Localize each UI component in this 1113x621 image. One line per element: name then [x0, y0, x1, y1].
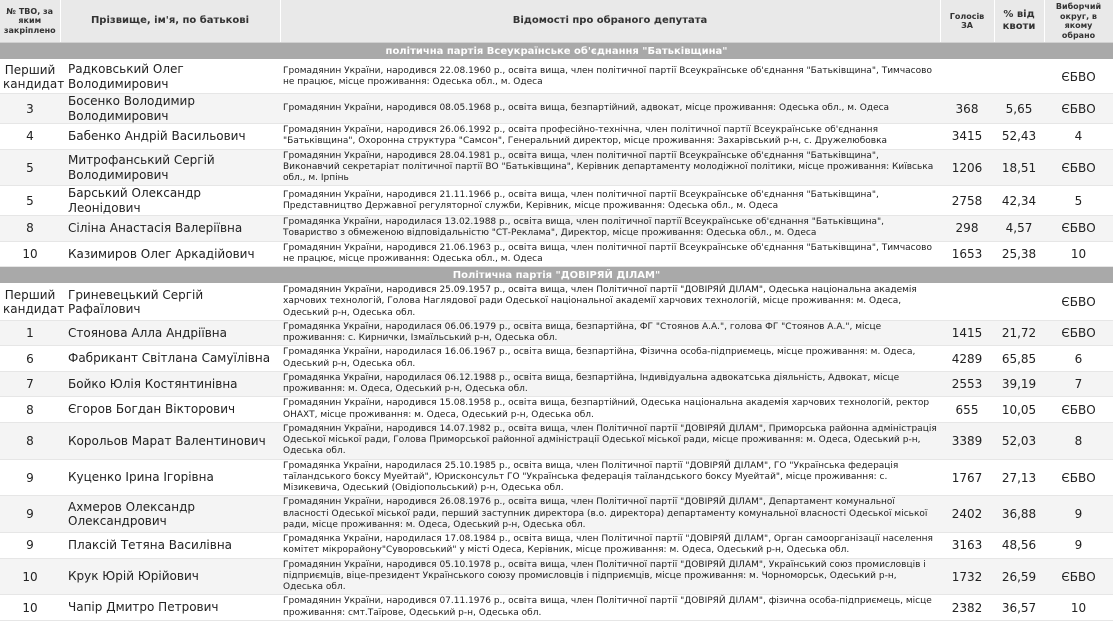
info-cell: Громадянка України, народилася 06.06.1979 р., освіта вища, безпартійна, ФГ "Стоянов А.А.", голова ФГ "Стоянов А.А.", місце проживання: с. Кирнички, Ізмаїльський р-н, Одеська обл.	[280, 320, 940, 346]
tvo-cell: 8	[0, 397, 60, 423]
info-cell: Громадянин України, народився 21.06.1963 р., освіта вища, член політичної партії Всеукраїнське об'єднання "Батьківщина", Тимчасово не працює, місце проживання: Одеська обл., м. Одеса	[280, 241, 940, 267]
info-cell: Громадянин України, народився 14.07.1982 р., освіта вища, член Політичної партії "ДОВІРЯЙ ДІЛАМ", Приморська районна адміністрація Одеської міської ради, Голова Приморської районної адміністрації Одеської міської ради, місце проживання: м. Одеса, Одеський р-н, Одеська обл.	[280, 422, 940, 459]
votes-cell: 368	[940, 94, 994, 124]
table-body	[0, 43, 1113, 621]
pct-cell: 27,13	[994, 459, 1044, 496]
votes-cell: 4289	[940, 346, 994, 372]
header-info: Відомості про обраного депутата	[280, 0, 940, 43]
votes-cell: 2758	[940, 186, 994, 216]
name-cell: Бойко Юлія Костянтинівна	[60, 371, 280, 397]
table-row	[0, 216, 1113, 242]
tvo-cell: Перший кандидат	[0, 60, 60, 94]
tvo-cell: 1	[0, 320, 60, 346]
info-cell: Громадянин України, народився 26.06.1992 р., освіта професійно-технічна, член політичної партії Всеукраїнське об'єднання "Батьківщина", Охоронна структура "Самсон", Генеральний директор, місце проживання: Захарівський р-н, с. Дружелюбовка	[280, 124, 940, 150]
pct-cell	[994, 284, 1044, 321]
table-row	[0, 346, 1113, 372]
name-cell: Корольов Марат Валентинович	[60, 422, 280, 459]
tvo-cell: 9	[0, 496, 60, 533]
header-votes: Голосів ЗА	[940, 0, 994, 43]
name-cell: Казимиров Олег Аркадійович	[60, 241, 280, 267]
tvo-cell: 9	[0, 459, 60, 496]
name-cell: Сіліна Анастасія Валеріївна	[60, 216, 280, 242]
okrug-cell: 5	[1044, 186, 1113, 216]
okrug-cell: 9	[1044, 533, 1113, 559]
info-cell: Громадянка України, народилася 13.02.1988 р., освіта вища, член політичної партії Всеукраїнське об'єднання "Батьківщина", Товариство з обмеженою відповідальністю "СТ-Реклама", Директор, місце проживання: Одеська обл., м. Одеса	[280, 216, 940, 242]
tvo-cell: 10	[0, 558, 60, 595]
table-row	[0, 60, 1113, 94]
okrug-cell: ЄБВО	[1044, 60, 1113, 94]
name-cell: Гриневецький Сергій Рафаїлович	[60, 284, 280, 321]
table-header-row	[0, 0, 1113, 43]
pct-cell: 65,85	[994, 346, 1044, 372]
okrug-cell: 10	[1044, 241, 1113, 267]
name-cell: Куценко Ірина Ігорівна	[60, 459, 280, 496]
okrug-cell: ЄБВО	[1044, 558, 1113, 595]
info-cell: Громадянка України, народилася 16.06.1967 р., освіта вища, безпартійна, Фізична особа-підприємець, місце проживання: м. Одеса, Одеський р-н, Одеська обл.	[280, 346, 940, 372]
tvo-cell: 5	[0, 149, 60, 186]
tvo-cell: Перший кандидат	[0, 284, 60, 321]
name-cell: Митрофанський Сергій Володимирович	[60, 149, 280, 186]
party-title: політична партія Всеукраїнське об'єднання "Батьківщина"	[0, 43, 1113, 60]
votes-cell: 298	[940, 216, 994, 242]
name-cell: Босенко Володимир Володимирович	[60, 94, 280, 124]
table-row	[0, 320, 1113, 346]
tvo-cell: 3	[0, 94, 60, 124]
okrug-cell: 6	[1044, 346, 1113, 372]
votes-cell: 655	[940, 397, 994, 423]
tvo-cell: 5	[0, 186, 60, 216]
votes-cell: 1206	[940, 149, 994, 186]
pct-cell: 39,19	[994, 371, 1044, 397]
votes-cell: 3389	[940, 422, 994, 459]
pct-cell: 26,59	[994, 558, 1044, 595]
tvo-cell: 7	[0, 371, 60, 397]
okrug-cell: ЄБВО	[1044, 284, 1113, 321]
pct-cell: 36,88	[994, 496, 1044, 533]
votes-cell: 3163	[940, 533, 994, 559]
info-cell: Громадянин України, народився 08.05.1968 р., освіта вища, безпартійний, адвокат, місце проживання: Одеська обл., м. Одеса	[280, 94, 940, 124]
info-cell: Громадянин України, народився 15.08.1958 р., освіта вища, безпартійний, Одеська національна академія харчових технологій, ректор ОНАХТ, місце проживання: м. Одеса, Одеський р-н, Одеська обл.	[280, 397, 940, 423]
info-cell: Громадянин України, народився 28.04.1981 р., освіта вища, член політичної партії Всеукраїнське об'єднання "Батьківщина", Виконавчий секретаріат політичної партії ВО "Батьківщина", Керівник департаменту молодіжної політики, місце проживання: Київська обл., м. Ірпінь	[280, 149, 940, 186]
okrug-cell: 9	[1044, 496, 1113, 533]
header-name: Прізвище, ім'я, по батькові	[60, 0, 280, 43]
pct-cell: 52,43	[994, 124, 1044, 150]
name-cell: Фабрикант Світлана Самуїлівна	[60, 346, 280, 372]
party-header-row	[0, 43, 1113, 60]
name-cell: Чапір Дмитро Петрович	[60, 595, 280, 621]
pct-cell: 21,72	[994, 320, 1044, 346]
pct-cell: 25,38	[994, 241, 1044, 267]
votes-cell: 1732	[940, 558, 994, 595]
votes-cell	[940, 60, 994, 94]
votes-cell	[940, 284, 994, 321]
table-row	[0, 422, 1113, 459]
votes-cell: 1415	[940, 320, 994, 346]
votes-cell: 2402	[940, 496, 994, 533]
okrug-cell: ЄБВО	[1044, 397, 1113, 423]
name-cell: Єгоров Богдан Вікторович	[60, 397, 280, 423]
table-row	[0, 124, 1113, 150]
table-row	[0, 186, 1113, 216]
info-cell: Громадянка України, народилася 17.08.1984 р., освіта вища, член Політичної партії "ДОВІРЯЙ ДІЛАМ", Орган самоорганізації населення комітет мікрорайону"Суворовський" у місті Одеса, Керівник, місце проживання: м. Одеса, Одеський р-н, Одеська обл.	[280, 533, 940, 559]
tvo-cell: 9	[0, 533, 60, 559]
table-row	[0, 241, 1113, 267]
pct-cell: 18,51	[994, 149, 1044, 186]
info-cell: Громадянин України, народився 05.10.1978 р., освіта вища, член Політичної партії "ДОВІРЯЙ ДІЛАМ", Український союз промисловців і підприємців, віце-президент Українського союзу промисловців і підприємців, місце проживання: м. Чорноморськ, Одеський р-н, Одеська обл.	[280, 558, 940, 595]
votes-cell: 1653	[940, 241, 994, 267]
table-row	[0, 371, 1113, 397]
name-cell: Плаксій Тетяна Василівна	[60, 533, 280, 559]
party-title: Політична партія "ДОВІРЯЙ ДІЛАМ"	[0, 267, 1113, 284]
pct-cell	[994, 60, 1044, 94]
header-pct: % від квоти	[994, 0, 1044, 43]
info-cell: Громадянин України, народився 26.08.1976 р., освіта вища, член Політичної партії "ДОВІРЯЙ ДІЛАМ", Департамент комунальної власності Одеської міської ради, перший заступник директора (в.о. директора) департаменту комунальної власності Одеської міської ради, місце проживання: м. Одеса, Одеський р-н, Одеська обл.	[280, 496, 940, 533]
table-row	[0, 595, 1113, 621]
table-row	[0, 496, 1113, 533]
name-cell: Барський Олександр Леонідович	[60, 186, 280, 216]
okrug-cell: ЄБВО	[1044, 216, 1113, 242]
okrug-cell: 8	[1044, 422, 1113, 459]
pct-cell: 36,57	[994, 595, 1044, 621]
votes-cell: 1767	[940, 459, 994, 496]
info-cell: Громадянин України, народився 07.11.1976 р., освіта вища, член Політичної партії "ДОВІРЯЙ ДІЛАМ", фізична особа-підприємець, місце проживання: смт.Таїрове, Одеський р-н, Одеська обл.	[280, 595, 940, 621]
tvo-cell: 10	[0, 241, 60, 267]
votes-cell: 2553	[940, 371, 994, 397]
name-cell: Радковський Олег Володимирович	[60, 60, 280, 94]
table-row	[0, 459, 1113, 496]
info-cell: Громадянин України, народився 21.11.1966 р., освіта вища, член політичної партії Всеукраїнське об'єднання "Батьківщина", Представництво Державної регуляторної служби, Керівник, місце проживання: Одеська обл., м. Одеса	[280, 186, 940, 216]
table-row	[0, 397, 1113, 423]
name-cell: Бабенко Андрій Васильович	[60, 124, 280, 150]
name-cell: Стоянова Алла Андріївна	[60, 320, 280, 346]
party-header-row	[0, 267, 1113, 284]
votes-cell: 3415	[940, 124, 994, 150]
table-row	[0, 533, 1113, 559]
tvo-cell: 4	[0, 124, 60, 150]
okrug-cell: 4	[1044, 124, 1113, 150]
tvo-cell: 8	[0, 216, 60, 242]
info-cell: Громадянин України, народився 22.08.1960 р., освіта вища, член політичної партії Всеукраїнське об'єднання "Батьківщина", Тимчасово не працює, місце проживання: Одеська обл., м. Одеса	[280, 60, 940, 94]
table-row	[0, 284, 1113, 321]
okrug-cell: ЄБВО	[1044, 320, 1113, 346]
table-row	[0, 94, 1113, 124]
okrug-cell: 7	[1044, 371, 1113, 397]
header-okrug: Виборчий округ, в якому обрано	[1044, 0, 1113, 43]
info-cell: Громадянин України, народився 25.09.1957 р., освіта вища, член Політичної партії "ДОВІРЯЙ ДІЛАМ", Одеська національна академія харчових технологій, Голова Наглядової ради Одеської національної академії харчових технологій, місце проживання: м. Одеса, Одеський р-н, Одеська обл.	[280, 284, 940, 321]
tvo-cell: 6	[0, 346, 60, 372]
table-row	[0, 149, 1113, 186]
pct-cell: 10,05	[994, 397, 1044, 423]
pct-cell: 48,56	[994, 533, 1044, 559]
tvo-cell: 8	[0, 422, 60, 459]
header-tvo: № ТВО, за яким закріплено	[0, 0, 60, 43]
okrug-cell: ЄБВО	[1044, 459, 1113, 496]
pct-cell: 42,34	[994, 186, 1044, 216]
okrug-cell: ЄБВО	[1044, 149, 1113, 186]
table-row	[0, 558, 1113, 595]
tvo-cell: 10	[0, 595, 60, 621]
info-cell: Громадянка України, народилася 06.12.1988 р., освіта вища, безпартійна, Індивідуальна адвокатська діяльність, Адвокат, місце проживання: м. Одеса, Одеський р-н, Одеська обл.	[280, 371, 940, 397]
name-cell: Ахмеров Олександр Олександрович	[60, 496, 280, 533]
pct-cell: 5,65	[994, 94, 1044, 124]
info-cell: Громадянка України, народилася 25.10.1985 р., освіта вища, член Політичної партії "ДОВІРЯЙ ДІЛАМ", ГО "Українська федерація таїландського боксу Муейтай", Юрисконсульт ГО "Українська федерація таїландського боксу Муейтай", місце проживання: с. Мізикевича, Одеський (Овідіопольський) р-н, Одеська обл.	[280, 459, 940, 496]
okrug-cell: ЄБВО	[1044, 94, 1113, 124]
pct-cell: 52,03	[994, 422, 1044, 459]
okrug-cell: 10	[1044, 595, 1113, 621]
pct-cell: 4,57	[994, 216, 1044, 242]
name-cell: Крук Юрій Юрійович	[60, 558, 280, 595]
votes-cell: 2382	[940, 595, 994, 621]
